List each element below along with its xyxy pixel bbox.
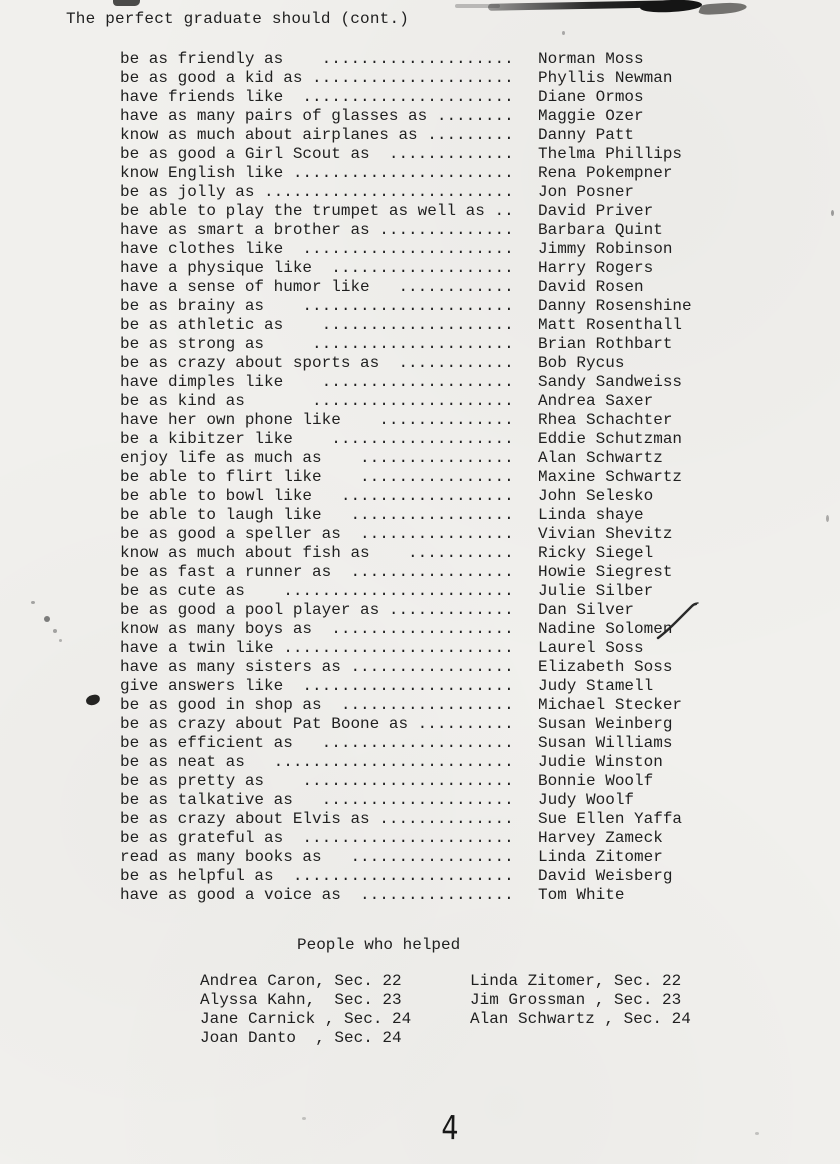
scan-speck bbox=[562, 31, 565, 35]
quality-phrase-dots: have as many sisters as ................. bbox=[120, 658, 514, 676]
quality-phrase-dots: enjoy life as much as ................ bbox=[120, 449, 514, 467]
helper-entry: Linda Zitomer, Sec. 22 bbox=[470, 972, 682, 990]
list-row bbox=[120, 50, 692, 69]
quality-phrase-dots: be as cute as ........................ bbox=[120, 582, 514, 600]
quality-phrase-dots: be as crazy about Elvis as .............. bbox=[120, 810, 514, 828]
quality-phrase-dots: know English like ....................... bbox=[120, 164, 514, 182]
list-row bbox=[120, 449, 692, 468]
student-name: Harry Rogers bbox=[538, 259, 654, 277]
quality-phrase-dots: be as strong as ..................... bbox=[120, 335, 514, 353]
student-name: Michael Stecker bbox=[538, 696, 683, 714]
list-row bbox=[120, 88, 692, 107]
list-row bbox=[120, 240, 692, 259]
scan-speck bbox=[44, 616, 50, 622]
student-name: Bob Rycus bbox=[538, 354, 625, 372]
quality-phrase-dots: be as crazy about sports as ............ bbox=[120, 354, 514, 372]
quality-phrase-dots: be as good a pool player as ............. bbox=[120, 601, 514, 619]
scan-speck bbox=[302, 1117, 306, 1120]
quality-phrase-dots: have as many pairs of glasses as ........ bbox=[120, 107, 514, 125]
list-row bbox=[120, 601, 692, 620]
list-row bbox=[120, 259, 692, 278]
student-name: Maxine Schwartz bbox=[538, 468, 683, 486]
student-name: Rhea Schachter bbox=[538, 411, 673, 429]
quality-phrase-dots: be as good in shop as .................. bbox=[120, 696, 514, 714]
list-row bbox=[120, 715, 692, 734]
list-row bbox=[120, 753, 692, 772]
page-number: 4 bbox=[441, 1107, 459, 1148]
student-name: Danny Rosenshine bbox=[538, 297, 692, 315]
helper-entry: Andrea Caron, Sec. 22 bbox=[200, 972, 402, 990]
quality-phrase-dots: be as good a speller as ................ bbox=[120, 525, 514, 543]
quality-phrase-dots: be able to bowl like .................. bbox=[120, 487, 514, 505]
quality-phrase-dots: be as friendly as .................... bbox=[120, 50, 514, 68]
quality-phrase-dots: be as jolly as .......................... bbox=[120, 183, 514, 201]
list-row bbox=[120, 430, 692, 449]
quality-phrase-dots: be as brainy as ...................... bbox=[120, 297, 514, 315]
helper-entry: Jane Carnick , Sec. 24 bbox=[200, 1010, 412, 1028]
list-row bbox=[120, 791, 692, 810]
student-name: Barbara Quint bbox=[538, 221, 663, 239]
student-name: Julie Silber bbox=[538, 582, 654, 600]
page-title: The perfect graduate should (cont.) bbox=[66, 10, 410, 28]
helpers-column-left bbox=[200, 972, 411, 1048]
quality-phrase-dots: be as neat as ......................... bbox=[120, 753, 514, 771]
quality-phrase-dots: read as many books as ................. bbox=[120, 848, 514, 866]
quality-phrase-dots: be as helpful as ....................... bbox=[120, 867, 514, 885]
list-row bbox=[120, 297, 692, 316]
scan-smudge-streak bbox=[488, 0, 676, 11]
list-row bbox=[120, 658, 692, 677]
helper-entry: Alyssa Kahn, Sec. 23 bbox=[200, 991, 402, 1009]
student-name: Rena Pokempner bbox=[538, 164, 673, 182]
student-name: Judie Winston bbox=[538, 753, 663, 771]
list-row bbox=[120, 183, 692, 202]
list-row bbox=[120, 639, 692, 658]
list-row bbox=[120, 278, 692, 297]
list-row bbox=[120, 582, 692, 601]
scan-smudge-tail bbox=[697, 1, 749, 15]
list-row bbox=[120, 772, 692, 791]
quality-phrase-dots: be as good a kid as ..................... bbox=[120, 69, 514, 87]
quality-phrase-dots: have a sense of humor like ............ bbox=[120, 278, 514, 296]
student-name: Elizabeth Soss bbox=[538, 658, 673, 676]
list-row bbox=[120, 886, 692, 905]
list-row bbox=[120, 126, 692, 145]
quality-phrase-dots: be able to flirt like ................ bbox=[120, 468, 514, 486]
student-name: Nadine Solomen bbox=[538, 620, 673, 638]
list-row bbox=[120, 848, 692, 867]
student-name: Brian Rothbart bbox=[538, 335, 673, 353]
helper-entry: Jim Grossman , Sec. 23 bbox=[470, 991, 682, 1009]
student-name: David Weisberg bbox=[538, 867, 673, 885]
list-row bbox=[120, 867, 692, 886]
scan-speck bbox=[831, 210, 834, 216]
scan-smudge-faint bbox=[455, 4, 500, 8]
student-name: Jimmy Robinson bbox=[538, 240, 673, 258]
student-name: Howie Siegrest bbox=[538, 563, 673, 581]
quality-phrase-dots: know as much about fish as ........... bbox=[120, 544, 514, 562]
student-name: Susan Williams bbox=[538, 734, 673, 752]
graduate-qualities-list bbox=[120, 50, 692, 905]
student-name: Danny Patt bbox=[538, 126, 635, 144]
quality-phrase-dots: be able to play the trumpet as well as .. bbox=[120, 202, 514, 220]
list-row bbox=[120, 392, 692, 411]
list-row bbox=[120, 411, 692, 430]
quality-phrase-dots: know as much about airplanes as ......... bbox=[120, 126, 514, 144]
student-name: Linda Zitomer bbox=[538, 848, 663, 866]
list-row bbox=[120, 202, 692, 221]
quality-phrase-dots: have friends like ...................... bbox=[120, 88, 514, 106]
list-row bbox=[120, 468, 692, 487]
student-name: Tom White bbox=[538, 886, 625, 904]
scan-smudge-topleft bbox=[113, 0, 140, 6]
student-name: Norman Moss bbox=[538, 50, 644, 68]
student-name: Linda shaye bbox=[538, 506, 644, 524]
ink-blot-mark bbox=[85, 694, 101, 707]
scan-smudge-blob bbox=[640, 0, 703, 14]
student-name: Thelma Phillips bbox=[538, 145, 683, 163]
list-row bbox=[120, 107, 692, 126]
quality-phrase-dots: be as athletic as .................... bbox=[120, 316, 514, 334]
list-row bbox=[120, 677, 692, 696]
student-name: Harvey Zameck bbox=[538, 829, 663, 847]
list-row bbox=[120, 620, 692, 639]
student-name: John Selesko bbox=[538, 487, 654, 505]
quality-phrase-dots: have a physique like ................... bbox=[120, 259, 514, 277]
scan-speck bbox=[826, 515, 829, 522]
scan-speck bbox=[53, 629, 57, 633]
helper-entry: Joan Danto , Sec. 24 bbox=[200, 1029, 402, 1047]
list-row bbox=[120, 373, 692, 392]
quality-phrase-dots: have as smart a brother as .............. bbox=[120, 221, 514, 239]
quality-phrase-dots: have clothes like ...................... bbox=[120, 240, 514, 258]
list-row bbox=[120, 506, 692, 525]
student-name: Sandy Sandweiss bbox=[538, 373, 683, 391]
quality-phrase-dots: be as kind as ..................... bbox=[120, 392, 514, 410]
student-name: Ricky Siegel bbox=[538, 544, 654, 562]
list-row bbox=[120, 487, 692, 506]
helpers-heading: People who helped bbox=[297, 936, 461, 954]
quality-phrase-dots: be as pretty as ...................... bbox=[120, 772, 514, 790]
student-name: Sue Ellen Yaffa bbox=[538, 810, 683, 828]
list-row bbox=[120, 544, 692, 563]
student-name: Susan Weinberg bbox=[538, 715, 673, 733]
quality-phrase-dots: be a kibitzer like ................... bbox=[120, 430, 514, 448]
student-name: Diane Ormos bbox=[538, 88, 644, 106]
list-row bbox=[120, 829, 692, 848]
student-name: David Priver bbox=[538, 202, 654, 220]
student-name: Matt Rosenthall bbox=[538, 316, 683, 334]
list-row bbox=[120, 563, 692, 582]
list-row bbox=[120, 810, 692, 829]
student-name: Judy Stamell bbox=[538, 677, 654, 695]
student-name: Judy Woolf bbox=[538, 791, 635, 809]
student-name: Eddie Schutzman bbox=[538, 430, 683, 448]
scan-speck bbox=[755, 1132, 759, 1135]
student-name: Laurel Soss bbox=[538, 639, 644, 657]
quality-phrase-dots: give answers like ...................... bbox=[120, 677, 514, 695]
quality-phrase-dots: have dimples like .................... bbox=[120, 373, 514, 391]
list-row bbox=[120, 164, 692, 183]
student-name: Phyllis Newman bbox=[538, 69, 673, 87]
quality-phrase-dots: have as good a voice as ................ bbox=[120, 886, 514, 904]
student-name: David Rosen bbox=[538, 278, 644, 296]
student-name: Jon Posner bbox=[538, 183, 635, 201]
list-row bbox=[120, 354, 692, 373]
scan-speck bbox=[59, 639, 62, 642]
helpers-column-right bbox=[470, 972, 691, 1029]
quality-phrase-dots: be as grateful as ...................... bbox=[120, 829, 514, 847]
quality-phrase-dots: have a twin like ........................ bbox=[120, 639, 514, 657]
student-name: Alan Schwartz bbox=[538, 449, 663, 467]
quality-phrase-dots: be as fast a runner as ................. bbox=[120, 563, 514, 581]
student-name: Andrea Saxer bbox=[538, 392, 654, 410]
list-row bbox=[120, 525, 692, 544]
quality-phrase-dots: be as good a Girl Scout as ............. bbox=[120, 145, 514, 163]
helper-entry: Alan Schwartz , Sec. 24 bbox=[470, 1010, 691, 1028]
student-name: Bonnie Woolf bbox=[538, 772, 654, 790]
quality-phrase-dots: have her own phone like .............. bbox=[120, 411, 514, 429]
quality-phrase-dots: be able to laugh like ................. bbox=[120, 506, 514, 524]
list-row bbox=[120, 335, 692, 354]
list-row bbox=[120, 734, 692, 753]
list-row bbox=[120, 69, 692, 88]
list-row bbox=[120, 221, 692, 240]
student-name: Dan Silver bbox=[538, 601, 635, 619]
list-row bbox=[120, 316, 692, 335]
quality-phrase-dots: know as many boys as ................... bbox=[120, 620, 514, 638]
student-name: Vivian Shevitz bbox=[538, 525, 673, 543]
quality-phrase-dots: be as efficient as .................... bbox=[120, 734, 514, 752]
quality-phrase-dots: be as crazy about Pat Boone as .......... bbox=[120, 715, 514, 733]
student-name: Maggie Ozer bbox=[538, 107, 644, 125]
list-row bbox=[120, 696, 692, 715]
scan-speck bbox=[31, 601, 35, 604]
quality-phrase-dots: be as talkative as .................... bbox=[120, 791, 514, 809]
list-row bbox=[120, 145, 692, 164]
